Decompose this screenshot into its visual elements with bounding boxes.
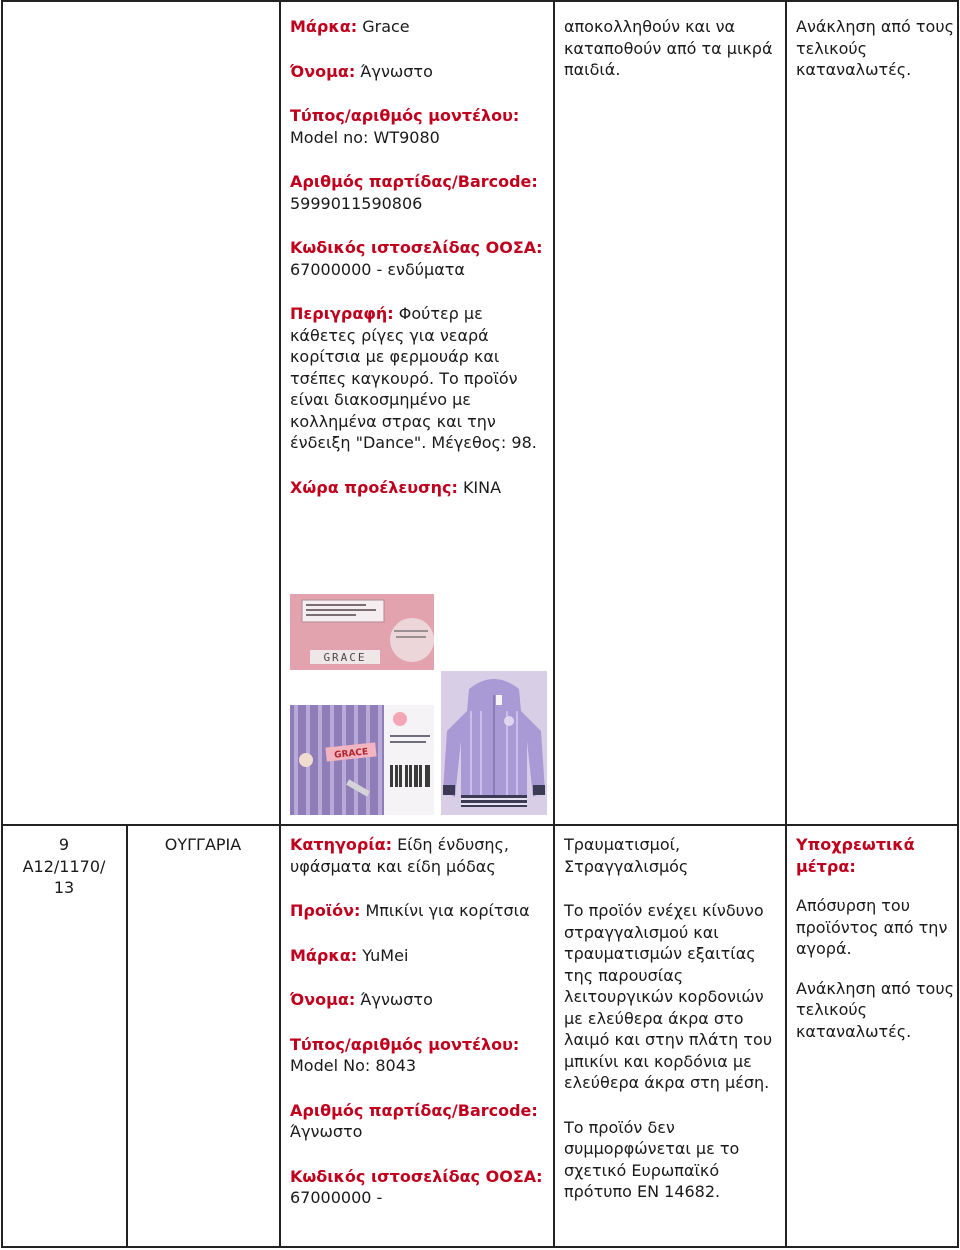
ooca-label: Κωδικός ιστοσελίδας ΟΟΣΑ: xyxy=(290,238,543,257)
category-value: Είδη ένδυσης, υφάσματα και είδη μόδας xyxy=(290,835,509,876)
top-product-cell xyxy=(290,16,546,521)
description-label: Περιγραφή: xyxy=(290,304,394,323)
row-divider xyxy=(1,824,959,826)
row9-barcode-label: Αριθμός παρτίδας/Barcode: xyxy=(290,1100,538,1120)
row9-brand-value: YuMei xyxy=(362,945,409,965)
brand-label: Μάρκα: xyxy=(290,17,358,36)
table-border-top xyxy=(1,0,959,2)
item-value: Μπικίνι για κορίτσια xyxy=(365,901,530,920)
measure-recall: Ανάκληση από τους τελικούς καταναλωτές. xyxy=(796,978,954,1041)
risk-description: Το προϊόν ενέχει κίνδυνο στραγγαλισμού και τραυματισμών εξαιτίας της παρουσίας λειτουργικών κορδονιών με ελεύθερα άκρα στο λαιμό και στην πλάτη του μπικίνι και κορδόνια με ελεύθερα άκρα στη μέση. xyxy=(564,901,773,1092)
col-divider-2 xyxy=(279,0,281,1248)
barcode-value: 5999011590806 xyxy=(290,193,423,213)
table-border-right xyxy=(957,0,959,1248)
notifying-country: ΟΥΓΓΑΡΙΑ xyxy=(164,835,242,854)
col-divider-3 xyxy=(553,0,555,1248)
rhinestone-tag-text: GRACE xyxy=(333,747,369,761)
name-label: Όνομα: xyxy=(290,61,356,81)
table-border-bottom xyxy=(1,1246,959,1248)
row9-ooca-label: Κωδικός ιστοσελίδας ΟΟΣΑ: xyxy=(290,1166,543,1186)
measures-label: Υποχρεωτικά μέτρα: xyxy=(796,835,915,876)
row9-number-cell xyxy=(10,834,118,899)
measure-withdrawal: Απόσυρση του προϊόντος από την αγορά. xyxy=(796,896,948,958)
ooca-value: 67000000 - ενδύματα xyxy=(290,259,465,279)
grace-tag-text: GRACE xyxy=(323,651,367,664)
detail-svg xyxy=(290,705,434,815)
detail-photo xyxy=(290,705,434,815)
row9-model-label: Τύπος/αριθμός μοντέλου: xyxy=(290,1034,520,1054)
care-label-svg xyxy=(290,594,434,670)
top-risk-cell xyxy=(564,16,776,81)
alert-reference: A12/1170/ 13 xyxy=(22,856,106,897)
origin-value: ΚΙΝΑ xyxy=(462,477,502,497)
model-label: Τύπος/αριθμός μοντέλου: xyxy=(290,106,520,125)
category-label: Κατηγορία: xyxy=(290,835,392,854)
row9-ooca-value: 67000000 - xyxy=(290,1188,383,1207)
care-label-photo xyxy=(290,594,434,670)
barcode-label: Αριθμός παρτίδας/Barcode: xyxy=(290,172,538,191)
origin-label: Χώρα προέλευσης: xyxy=(290,477,458,497)
item-label: Προϊόν: xyxy=(290,901,361,920)
row9-brand-label: Μάρκα: xyxy=(290,945,358,965)
table-border-left xyxy=(1,0,3,1248)
hoodie-photo xyxy=(441,671,547,815)
top-risk-text: αποκολληθούν και να καταποθούν από τα μικρά παιδιά. xyxy=(564,17,773,79)
description-value: Φούτερ με κάθετες ρίγες για νεαρά κορίτσια με φερμουάρ και τσέπες καγκουρό. Το προϊόν είναι διακοσμημένο με κολλημένα στρας και την ένδειξη "Dance". Μέγεθος: 98. xyxy=(290,304,537,452)
col-divider-1 xyxy=(126,824,128,1248)
row9-name-label: Όνομα: xyxy=(290,990,356,1009)
model-value: Model no: WT9080 xyxy=(290,127,440,147)
hoodie-svg xyxy=(441,671,547,815)
row9-risk-cell xyxy=(564,834,780,1226)
risk-type: Τραυματισμοί, Στραγγαλισμός xyxy=(564,835,689,876)
row9-country-cell xyxy=(134,834,272,856)
risk-standard: Το προϊόν δεν συμμορφώνεται με το σχετικό Ευρωπαϊκό πρότυπο EN 14682. xyxy=(564,1117,740,1201)
col-divider-4 xyxy=(785,0,787,1248)
row9-product-cell xyxy=(290,834,546,1232)
name-value: Άγνωστο xyxy=(360,61,433,81)
row9-name-value: Άγνωστο xyxy=(360,990,433,1009)
row9-measures-cell xyxy=(796,834,954,1065)
row9-model-value: Model No: 8043 xyxy=(290,1056,417,1075)
brand-value: Grace xyxy=(362,17,410,36)
row9-barcode-value: Άγνωστο xyxy=(290,1122,363,1141)
row-number: 9 xyxy=(58,835,70,854)
top-measures-text: Ανάκληση από τους τελικούς καταναλωτές. xyxy=(796,17,954,79)
top-measures-cell xyxy=(796,16,954,81)
